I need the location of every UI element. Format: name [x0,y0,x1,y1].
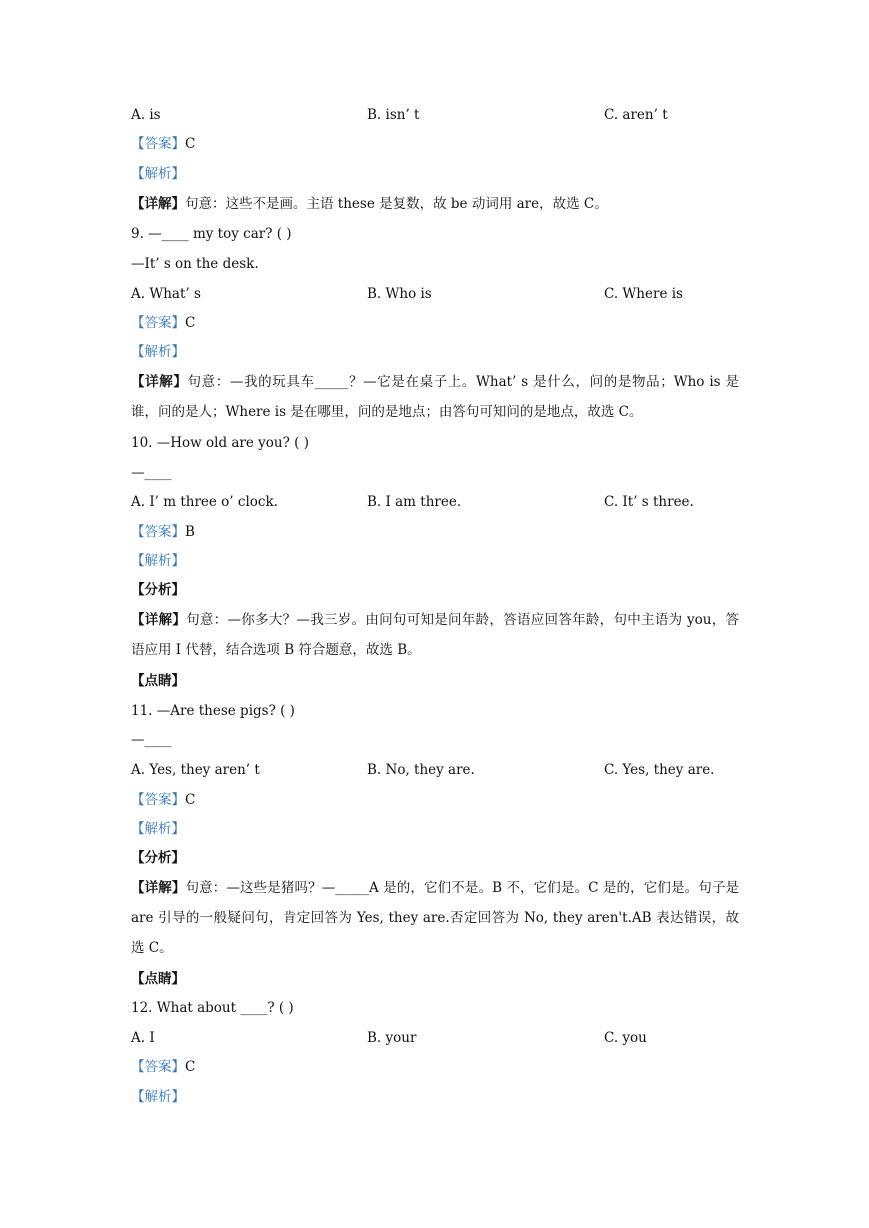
q10-option-a: A. I’ m three o’ clock. [131,494,278,510]
detail-label: 【详解】 [131,612,187,628]
answer-label: 【答案】 [131,136,185,152]
q10-detail [131,605,739,665]
q12-question: 12. What about ____? ( ) [131,1000,294,1016]
answer-value: C [185,1059,196,1075]
q8-detail [131,194,608,214]
q9-detail [131,367,739,427]
q11-question: 11. —Are these pigs? ( ) [131,703,295,719]
answer-value: B [185,524,195,540]
q12-option-a: A. I [131,1030,155,1046]
q8-answer [131,134,195,154]
detail-label: 【详解】 [131,880,186,896]
q11-option-a: A. Yes, they aren’ t [131,762,260,778]
q8-option-a: A. is [131,107,161,123]
q11-reply: —____ [131,732,172,748]
q10-comment-label: 【点睛】 [131,673,185,689]
q10-answer [131,522,195,542]
q11-option-c: C. Yes, they are. [604,762,715,778]
q11-analysis-label: 【解析】 [131,821,185,837]
q11-analysis2-label: 【分析】 [131,850,185,866]
q12-answer [131,1057,195,1077]
q9-analysis-label: 【解析】 [131,344,185,360]
detail-label: 【详解】 [131,374,188,390]
q10-option-b: B. I am three. [367,494,462,510]
q9-answer [131,313,195,333]
q10-analysis-label: 【解析】 [131,553,185,569]
q9-question: 9. —____ my toy car? ( ) [131,226,292,242]
q11-detail [131,873,739,963]
q10-option-c: C. It’ s three. [604,494,694,510]
q10-reply: —____ [131,465,172,481]
q9-option-c: C. Where is [604,286,683,302]
detail-text: 句意：这些不是画。主语 these 是复数，故 be 动词用 are，故选 C。 [185,196,608,212]
answer-label: 【答案】 [131,315,185,331]
answer-value: C [185,315,196,331]
q9-option-a: A. What’ s [131,286,201,302]
answer-label: 【答案】 [131,524,185,540]
detail-text: 句意：—你多大？—我三岁。由问句可知是问年龄，答语应回答年龄，句中主语为 you，答语应用 I 代替，结合选项 B 符合题意，故选 B。 [131,612,739,658]
answer-value: C [185,136,196,152]
q11-comment-label: 【点睛】 [131,971,185,987]
detail-text: 句意：—这些是猪吗？—_____A 是的，它们不是。B 不，它们是。C 是的，它们是。句子是 are 引导的一般疑问句，肯定回答为 Yes, they are.否定回答为 No, they aren't.AB 表达错误，故选 C。 [131,880,740,956]
q10-analysis2-label: 【分析】 [131,582,185,598]
q12-option-b: B. your [367,1030,417,1046]
q8-analysis-label: 【解析】 [131,166,185,182]
q12-analysis-label: 【解析】 [131,1089,185,1105]
q11-option-b: B. No, they are. [367,762,475,778]
detail-text: 句意：—我的玩具车_____？—它是在桌子上。What’ s 是什么，问的是物品；Who is 是谁，问的是人；Where is 是在哪里，问的是地点；由答句可知问的是地点，故选 C。 [131,374,740,420]
answer-label: 【答案】 [131,792,185,808]
q8-option-b: B. isn’ t [367,107,420,123]
q9-option-b: B. Who is [367,286,432,302]
answer-value: C [185,792,196,808]
q11-answer [131,790,195,810]
q12-option-c: C. you [604,1030,647,1046]
q8-option-c: C. aren’ t [604,107,668,123]
q10-question: 10. —How old are you? ( ) [131,435,309,451]
answer-label: 【答案】 [131,1059,185,1075]
q9-reply: —It’ s on the desk. [131,256,259,272]
detail-label: 【详解】 [131,196,185,212]
